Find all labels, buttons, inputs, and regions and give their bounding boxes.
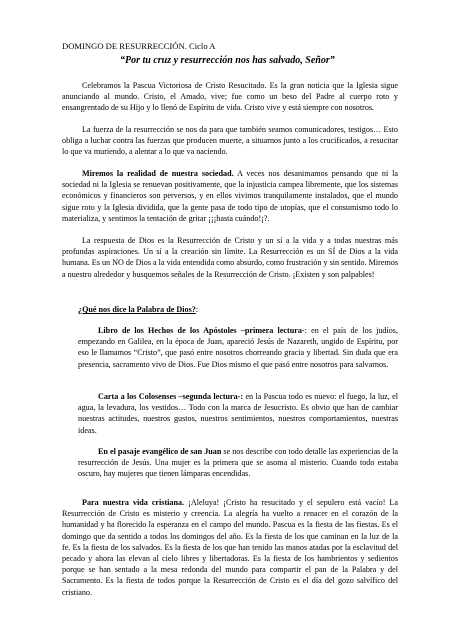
paragraph-response: La respuesta de Dios es la Resurrección de Cristo y un sí a la vida y a todas nuestras más profundas aspiraciones. Un sí a la creación sin límite. La Resurrección es un SÍ de Dios a la vida humana. Es un NO de Dios a la vida entendida como absurdo, como frustración y sin sentido. Miremos a nuestro alrededor y busquemos señales de la Resurrección de Cristo. ¡Existen y son palpables! — [62, 236, 398, 279]
paragraph-society-lead: Miremos la realidad de nuestra sociedad. — [82, 169, 234, 178]
paragraph-society: Miremos la realidad de nuestra sociedad. A veces nos desanimamos pensando que ni la sociedad ni la Iglesia se renuevan positivamente, que la injusticia campea libremente, que los sistemas económicos y financieros son perversos, y en ellos vivimos tranquilamente instalados, que el mundo sigue roto y la Iglesia dividida, que la gente pasa de todo tipo de utopías, que el consumismo todo lo materializa, y sentimos la tentación de gritar ¡¡¡hasta cuándo!¡?. — [62, 169, 398, 223]
paragraph-christian-life-lead: Para nuestra vida cristiana. — [82, 498, 185, 507]
reading-gospel: En el pasaje evangélico de san Juan se nos describe con todo detalle las experiencias de la resurrección de Jesús. Una mujer es la primera que se asoma al misterio. Cuando todo estaba oscuro, hay mujeres que tienen lámparas encendidas. — [78, 447, 398, 479]
paragraph-intro: Celebramos la Pascua Victoriosa de Cristo Resucitado. Es la gran noticia que la Iglesia sigue anunciando al mundo. Cristo, el Amado, vive; fue como un beso del Padre al cuerpo roto y ensangrentado de su Hijo y lo llenó de Espíritu de vida. Cristo vive y está siempre con nosotros. — [62, 81, 398, 113]
reading-gospel-lead: En el pasaje evangélico de san Juan — [98, 447, 222, 456]
paragraph-witness: La fuerza de la resurrección se nos da para que también seamos comunicadores, testigos… Esto obliga a luchar contra las fuerzas que producen muerte, a situarnos junto a los crucificados, a resucitar lo que va muriendo, a alentar a lo que va naciendo. — [62, 125, 398, 157]
liturgical-heading: DOMINGO DE RESURRECCIÓN. Ciclo A — [62, 41, 216, 51]
reading-colossians: Carta a los Colosenses –segunda lectura-: en la Pascua todo es nuevo: el fuego, la luz, el agua, la levadura, los vestidos… Todo con la marca de Jesucristo. Es obvio que han de cambiar nuestras actitudes, nuestros gustos, nuestros sentimientos, nuestros comportamientos, nuestras ideas. — [78, 392, 398, 435]
reading-acts: Libro de los Hechos de los Apóstoles –primera lectura-: en el país de los judíos, empezando en Galilea, en la época de Juan, apareció Jesús de Nazareth, ungido de Espíritu, por eso le llamamos “Cristo”, que pasó entre nosotros chorreando gracia y libertad. Sin duda que era presencia, sacramento vivo de Dios. Fue Dios mismo el que pasó entre nosotros para salvarnos. — [78, 326, 398, 369]
reading-acts-lead: Libro de los Hechos de los Apóstoles –primera lectura- — [98, 326, 305, 335]
document-title: “Por tu cruz y resurrección nos has salvado, Señor” — [120, 55, 335, 66]
word-of-god-heading: ¿Qué nos dice la Palabra de Dios?: — [78, 305, 199, 314]
reading-colossians-lead: Carta a los Colosenses –segunda lectura-: — [98, 392, 244, 401]
paragraph-christian-life: Para nuestra vida cristiana. ¡Aleluya! ¡Cristo ha resucitado y el sepulero está vacío! La Resurrección de Cristo es misterio y creencia. La alegría ha vuelto a renacer en el corazón de la humanidad y ha florecido la esperanza en el campo del mundo. Pascua es la fiesta de las fiestas. Es el domingo que da sentido a todos los domingos del año. Es la fiesta de los que caminan en la luz de la fe. Es la fiesta de los salvados. Es la fiesta de los que han tenido las manos atadas por la esclavitud del pecado y ahora las elevan al cielo libres y libertadoras. Es la fiesta de los hambrientos y sedientos porque se han sentado a la mesa redonda del mundo para compartir el pan de la Palabra y del Sacramento. Es la fiesta de todos porque la Resurrección de Cristo es el día del gozo salvífico del cristiano. — [62, 498, 399, 597]
